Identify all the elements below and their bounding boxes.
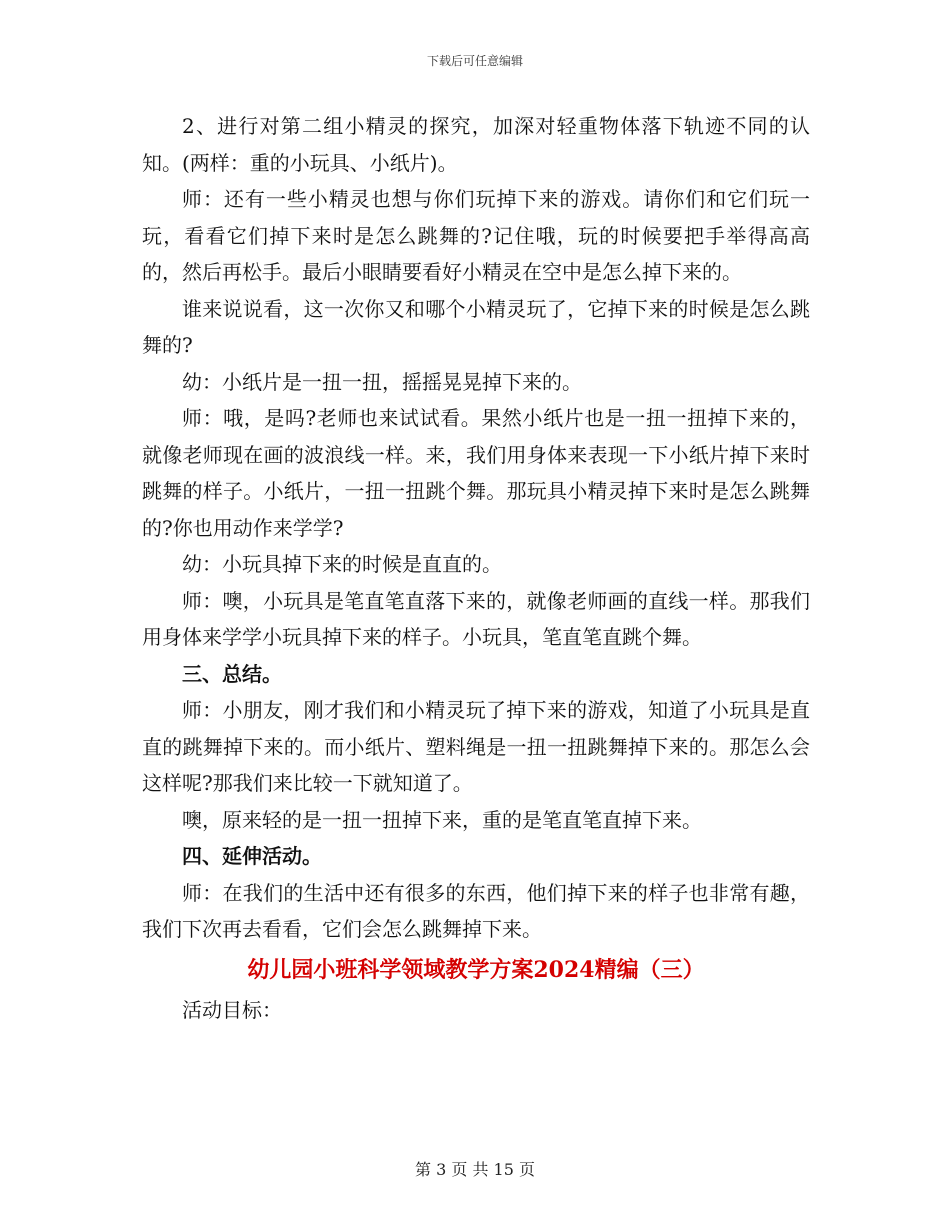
paragraph: 师：小朋友，刚才我们和小精灵玩了掉下来的游戏，知道了小玩具是直直的跳舞掉下来的。而小纸片、塑料绳是一扭一扭跳舞掉下来的。那怎么会这样呢?那我们来比较一下就知道了。 [142,698,810,795]
paragraph: 师：噢，小玩具是笔直笔直落下来的，就像老师画的直线一样。那我们用身体来学学小玩具掉下来的样子。小玩具，笔直笔直跳个舞。 [142,588,810,649]
paragraph: 师：在我们的生活中还有很多的东西，他们掉下来的样子也非常有趣，我们下次再去看看，它们会怎么跳舞掉下来。 [142,880,810,941]
paragraph: 幼：小玩具掉下来的时候是直直的。 [182,552,502,576]
section-heading: 三、总结。 [182,661,282,686]
page-number: 第 3 页 共 15 页 [415,1160,535,1179]
section-heading: 四、延伸活动。 [182,844,322,868]
paragraph: 师：哦，是吗?老师也来试试看。果然小纸片也是一扭一扭掉下来的，就像老师现在画的波浪线一样。来，我们用身体来表现一下小纸片掉下来时跳舞的样子。小纸片，一扭一扭跳个舞。那玩具小精灵掉下来时是怎么跳舞的?你也用动作来学学? [142,406,810,540]
paragraph: 噢，原来轻的是一扭一扭掉下来，重的是笔直笔直掉下来。 [182,807,702,832]
document-body [142,108,810,1028]
page-header-note: 下载后可任意编辑 [426,54,523,68]
document-section-title: 幼儿园小班科学领域教学方案2024精编（三） [247,956,705,983]
paragraph: 2、进行对第二组小精灵的探究，加深对轻重物体落下轨迹不同的认知。(两样：重的小玩具、小纸片)。 [142,114,810,175]
paragraph: 师：还有一些小精灵也想与你们玩掉下来的游戏。请你们和它们玩一玩，看看它们掉下来时是怎么跳舞的?记住哦，玩的时候要把手举得高高的，然后再松手。最后小眼睛要看好小精灵在空中是怎么掉下来的。 [142,187,810,284]
paragraph: 谁来说说看，这一次你又和哪个小精灵玩了，它掉下来的时候是怎么跳舞的? [142,296,810,357]
paragraph: 活动目标： [182,997,282,1022]
paragraph: 幼：小纸片是一扭一扭，摇摇晃晃掉下来的。 [182,369,582,394]
